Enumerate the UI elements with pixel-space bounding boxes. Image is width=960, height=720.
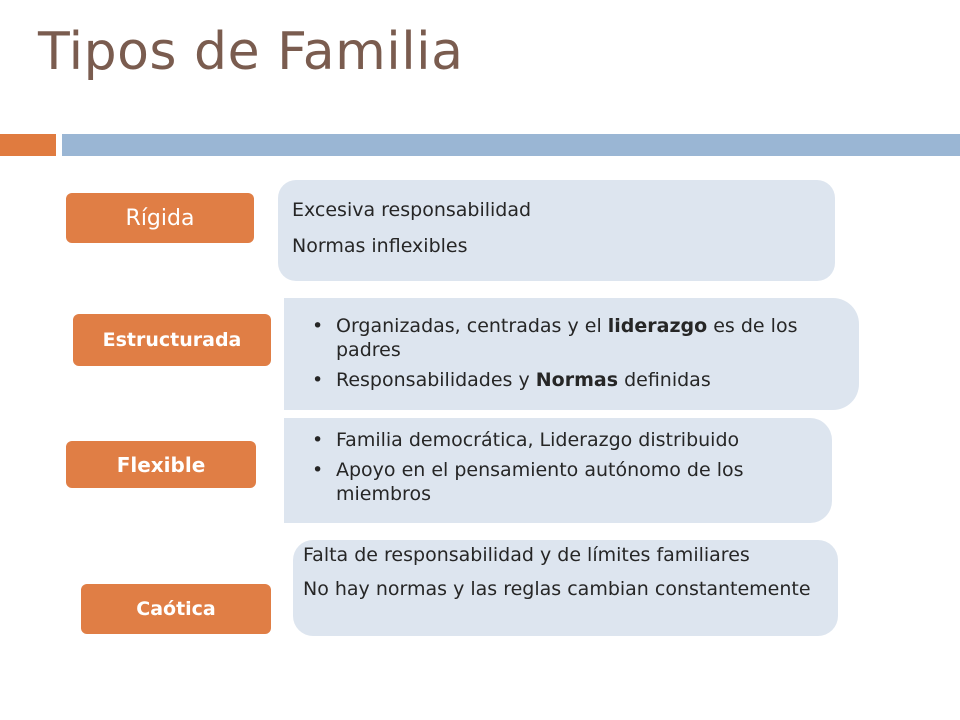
estructurada-bullet-2: • Responsabilidades y Normas definidas — [308, 368, 839, 392]
flexible-bullet-1: • Familia democrática, Liderazgo distribuido — [308, 428, 812, 452]
rigida-line-2: Normas inflexibles — [292, 235, 468, 257]
estructurada-bullet-1: • Organizadas, centradas y el liderazgo es de los padres — [308, 314, 839, 362]
box-caotica — [293, 540, 838, 636]
slide-title: Tipos de Familia — [38, 22, 464, 82]
caotica-line-2: No hay normas y las reglas cambian constantemente — [303, 578, 811, 600]
label-caotica: Caótica — [81, 584, 271, 634]
label-rigida: Rígida — [66, 193, 254, 243]
label-estructurada: Estructurada — [73, 314, 271, 366]
box-flexible — [284, 418, 832, 523]
label-flexible: Flexible — [66, 441, 256, 488]
caotica-line-1: Falta de responsabilidad y de límites familiares — [303, 544, 750, 566]
box-estructurada — [284, 298, 859, 410]
accent-bar-orange — [0, 134, 56, 156]
box-rigida — [278, 180, 835, 281]
accent-bar-blue — [62, 134, 960, 156]
flexible-bullet-2: • Apoyo en el pensamiento autónomo de los miembros — [308, 458, 812, 506]
rigida-line-1: Excesiva responsabilidad — [292, 199, 532, 221]
